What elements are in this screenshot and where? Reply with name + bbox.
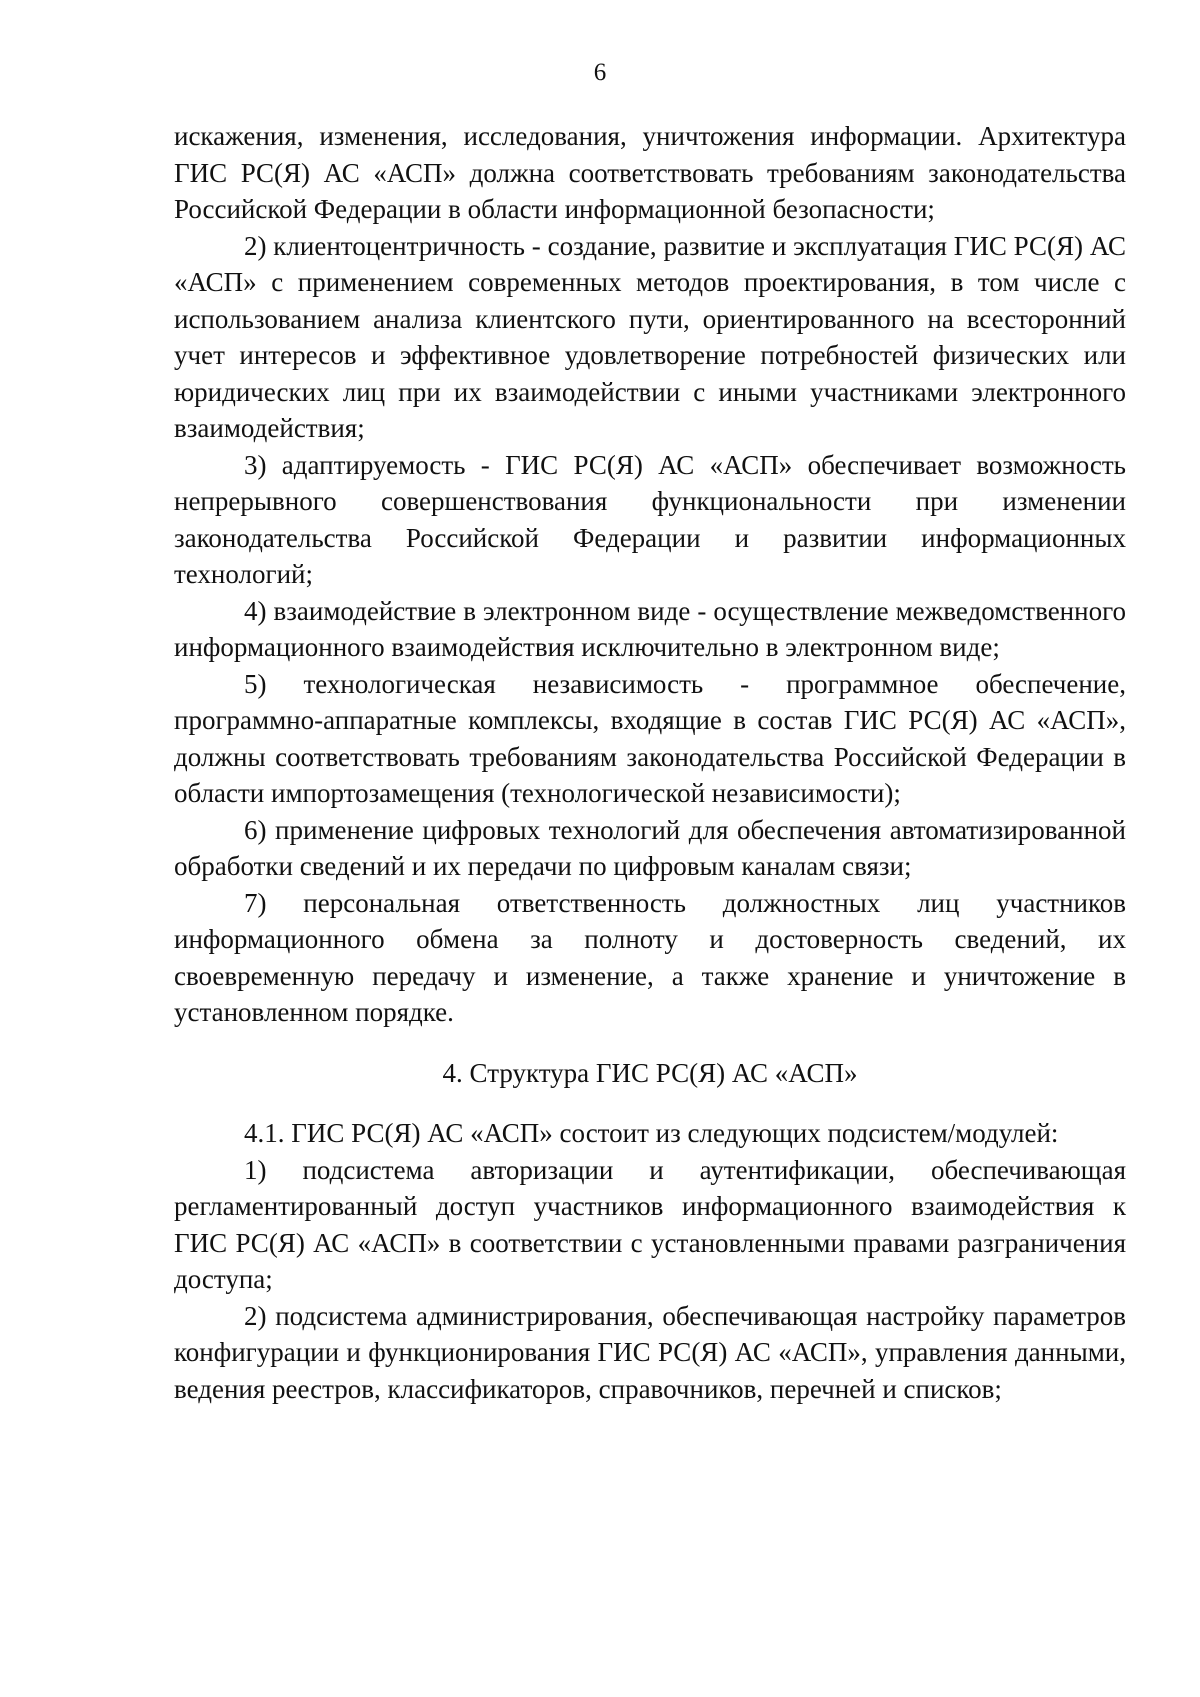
paragraph-subsystem-2: 2) подсистема администрирования, обеспечивающая настройку параметров конфигурации и функционирования ГИС РС(Я) АС «АСП», управления данными, ведения реестров, классификаторов, справочников, перечней и списков;	[174, 1300, 1126, 1404]
paragraph-item-6: 6) применение цифровых технологий для обеспечения автоматизированной обработки сведений и их передачи по цифровым каналам связи;	[174, 814, 1126, 881]
paragraph-item-4: 4) взаимодействие в электронном виде - осуществление межведомственного информационного взаимодействия исключительно в электронном виде;	[174, 595, 1126, 662]
paragraph-item-2: 2) клиентоцентричность - создание, развитие и эксплуатация ГИС РС(Я) АС «АСП» с применением современных методов проектирования, в том числе с использованием анализа клиентского пути, ориентированного на всесторонний учет интересов и эффективное удовлетворение потребностей физических или юридических лиц при их взаимодействии с иными участниками электронного взаимодействия;	[174, 230, 1126, 443]
paragraph-subsystem-1: 1) подсистема авторизации и аутентификации, обеспечивающая регламентированный доступ участников информационного взаимодействия к ГИС РС(Я) АС «АСП» в соответствии с установленными правами разграничения доступа;	[174, 1154, 1126, 1294]
paragraph-item-5: 5) технологическая независимость - программное обеспечение, программно-аппаратные комплексы, входящие в состав ГИС РС(Я) АС «АСП», должны соответствовать требованиям законодательства Российской Федерации в области импортозамещения (технологической независимости);	[174, 668, 1126, 808]
paragraph-4-1: 4.1. ГИС РС(Я) АС «АСП» состоит из следующих подсистем/модулей:	[244, 1118, 1059, 1148]
section-heading: 4. Структура ГИС РС(Я) АС «АСП»	[442, 1057, 858, 1088]
page-number: 6	[593, 59, 607, 86]
paragraph-item-3: 3) адаптируемость - ГИС РС(Я) АС «АСП» обеспечивает возможность непрерывного совершенствования функциональности при изменении законодательства Российской Федерации и развитии информационных технологий;	[174, 449, 1126, 589]
paragraph-item-7: 7) персональная ответственность должностных лиц участников информационного обмена за полноту и достоверность сведений, их своевременную передачу и изменение, а также хранение и уничтожение в установленном порядке.	[174, 887, 1126, 1027]
document-body	[174, 118, 1126, 1407]
paragraph-continuation: искажения, изменения, исследования, уничтожения информации. Архитектура ГИС РС(Я) АС «АСП» должна соответствовать требованиям законодательства Российской Федерации в области информационной безопасности;	[174, 121, 1126, 224]
